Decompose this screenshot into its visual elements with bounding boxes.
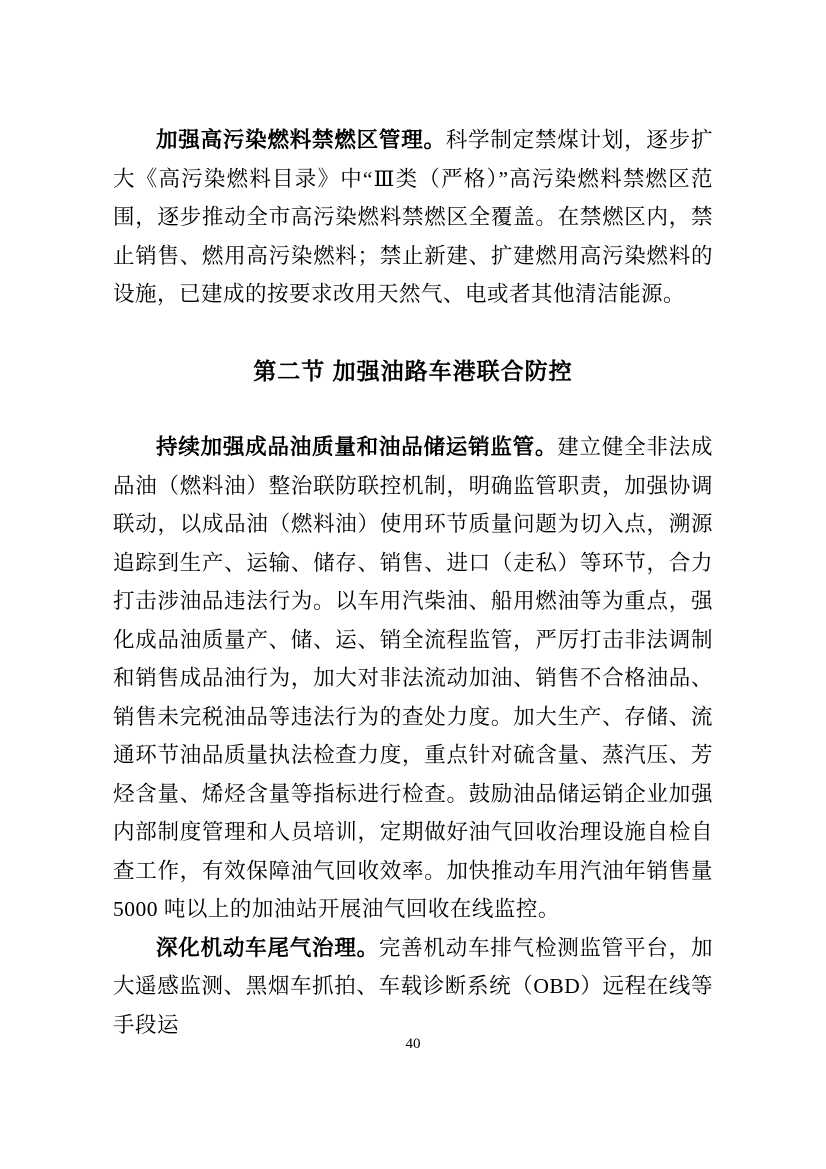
paragraph-vehicle-exhaust-lead: 深化机动车尾气治理。 — [156, 935, 379, 960]
paragraph-vehicle-exhaust-text: 完善机动车排气检测监管平台，加大遥感监测、黑烟车抓拍、车载诊断系统（OBD）远程在线等手段运 — [113, 935, 713, 1037]
document-page — [113, 121, 713, 1044]
paragraph-vehicle-exhaust — [113, 929, 713, 1045]
paragraph-oil-quality-supervision — [113, 428, 713, 929]
paragraph-fuel-ban-zone-lead: 加强高污染燃料禁燃区管理。 — [156, 128, 446, 152]
paragraph-oil-quality-supervision-text: 建立健全非法成品油（燃料油）整治联防联控机制，明确监管职责，加强协调联动，以成品油（燃料油）使用环节质量问题为切入点，溯源追踪到生产、运输、储存、销售、进口（走私）等环节，合力打击涉油品违法行为。以车用汽柴油、船用燃油等为重点，强化成品油质量产、储、运、销全流程监管，严厉打击非法调制和销售成品油行为，加大对非法流动加油、销售不合格油品、销售未完税油品等违法行为的查处力度。加大生产、存储、流通环节油品质量执法检查力度，重点针对硫含量、蒸汽压、芳烃含量、烯烃含量等指标进行检查。鼓励油品储运销企业加强内部制度管理和人员培训，定期做好油气回收治理设施自检自查工作，有效保障油气回收效率。加快推动车用汽油年销售量 5000 吨以上的加油站开展油气回收在线监控。 — [113, 435, 713, 921]
section-heading: 第二节 加强油路车港联合防控 — [253, 357, 573, 384]
page-number: 40 — [405, 1036, 421, 1052]
paragraph-fuel-ban-zone — [113, 121, 713, 314]
paragraph-oil-quality-supervision-lead: 持续加强成品油质量和油品储运销监管。 — [156, 435, 558, 459]
paragraph-fuel-ban-zone-text: 科学制定禁煤计划，逐步扩大《高污染燃料目录》中“Ⅲ类（严格）”高污染燃料禁燃区范围，逐步推动全市高污染燃料禁燃区全覆盖。在禁燃区内，禁止销售、燃用高污染燃料；禁止新建、扩建燃用高污染燃料的设施，已建成的按要求改用天然气、电或者其他清洁能源。 — [113, 128, 713, 306]
